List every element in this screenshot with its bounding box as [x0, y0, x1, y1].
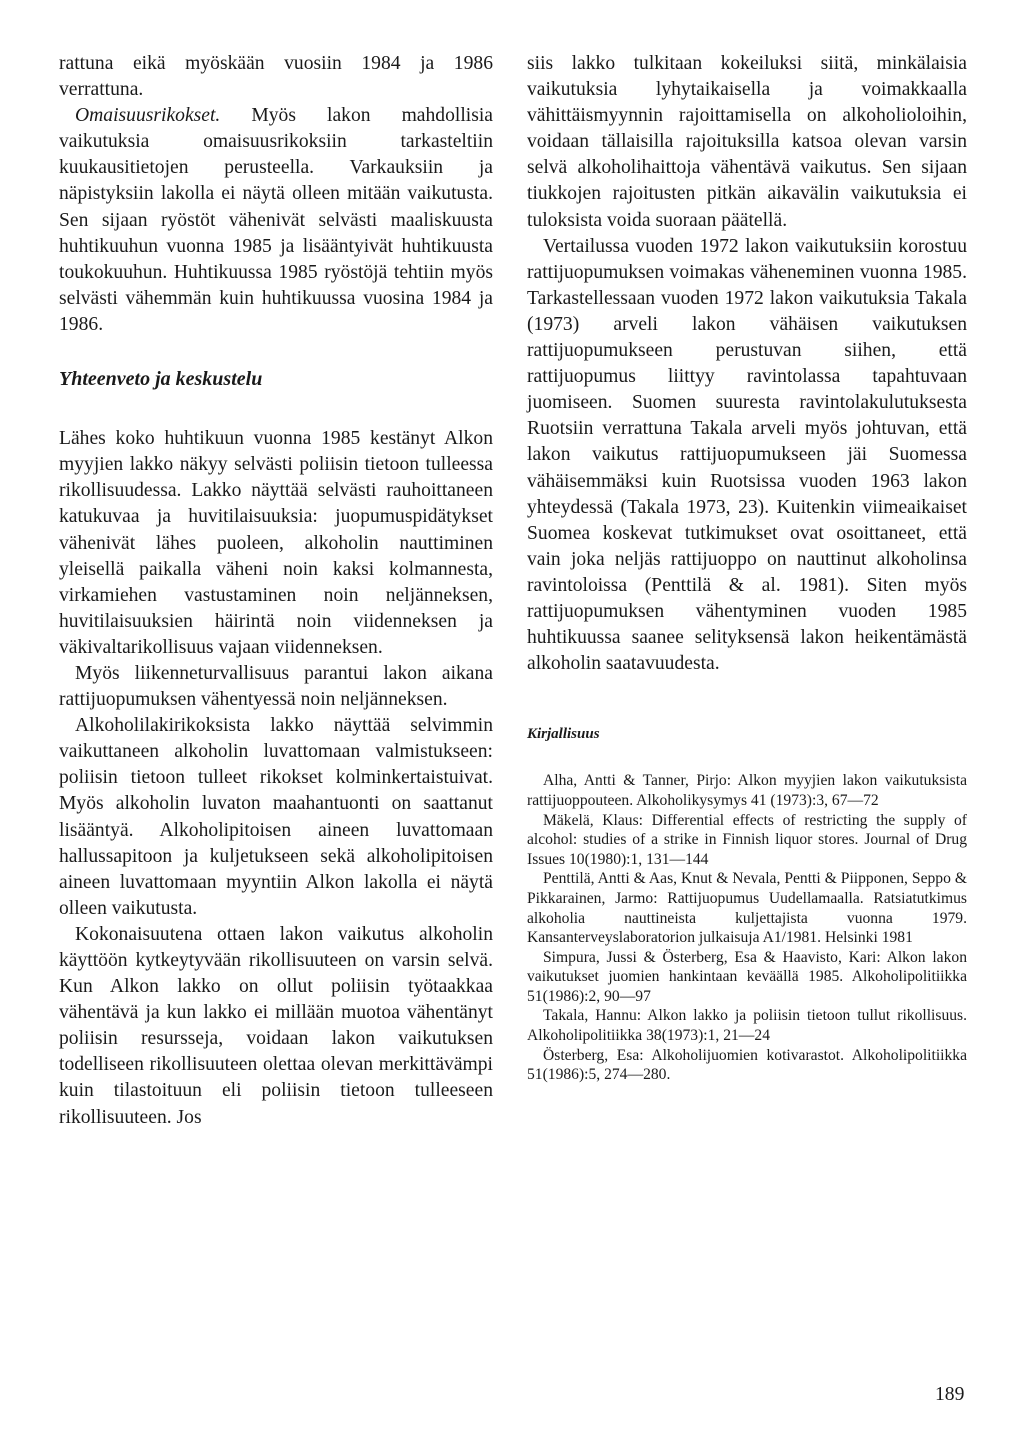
- paragraph-text: Myös lakon mahdollisia vaikutuksia omaisuusrikoksiin tarkasteltiin kuukausitietojen perusteella. Varkauksiin ja näpistyksiin lakolla ei näytä olleen mitään vaikutusta. Sen sijaan ryöstöt vähenivät selvästi maaliskuusta huhtikuuhun vuonna 1985 ja lisääntyivät huhtikuusta toukokuuhun. Huhtikuussa 1985 ryöstöjä tehtiin myös selvästi vähemmän kuin huhtikuussa vuosina 1984 ja 1986.: [59, 105, 493, 335]
- right-column: [527, 51, 967, 1085]
- paragraph: Vertailussa vuoden 1972 lakon vaikutuksiin korostuu rattijuopumuksen voimakas väheneminen vuonna 1985. Tarkastellessaan vuoden 1972 lakon vaikutuksia Takala (1973) arveli lakon vähäisen vaikutuksen rattijuopumukseen perustuvan siihen, että rattijuopumus liittyy ravintolassa tapahtuvaan juomiseen. Suomen suuresta ravintolakulutuksesta Ruotsiin verrattuna Takala arveli myös johtuvan, että lakon vaikutus rattijuopumukseen jäi Suomessa vähäisemmäksi kuin Ruotsissa vuoden 1963 lakon yhteydessä (Takala 1973, 23). Kuitenkin viimeaikaiset Suomea koskevat tutkimukset ovat osoittaneet, että vain joka neljäs rattijuoppo on nauttinut alkoholinsa ravintoloissa (Penttilä & al. 1981). Siten myös rattijuopumuksen vähentyminen vuoden 1985 huhtikuussa saanee selityksensä lakon heikentämästä alkoholin saatavuudesta.: [527, 235, 967, 675]
- reference-item: Simpura, Jussi & Österberg, Esa & Haavisto, Kari: Alkon lakon vaikutukset juomien hankintaan keväällä 1985. Alkoholipolitiikka 51(1986):2, 90—97: [527, 948, 967, 1005]
- reference-item: Takala, Hannu: Alkon lakko ja poliisin tietoon tullut rikollisuus. Alkoholipolitiikka 38(1973):1, 21—24: [527, 1007, 967, 1045]
- reference-item: Österberg, Esa: Alkoholijuomien kotivarastot. Alkoholipolitiikka 51(1986):5, 274—280.: [527, 1046, 967, 1084]
- paragraph: [59, 103, 493, 338]
- reference-item: Penttilä, Antti & Aas, Knut & Nevala, Pentti & Piipponen, Seppo & Pikkarainen, Jarmo: Rattijuopumus Uudellamaalla. Ratsiatutkimus alkoholia nauttineista kuljettajista vuonna 1979. Kansanterveyslaboratorion julkaisuja A1/1981. Helsinki 1981: [527, 870, 967, 947]
- paragraph: Myös liikenneturvallisuus parantui lakon aikana rattijuopumuksen vähentyessä noin neljänneksen.: [59, 662, 493, 711]
- paragraph: Kokonaisuutena ottaen lakon vaikutus alkoholin käyttöön kytkeytyvään rikollisuuteen on varsin selvä. Kun Alkon lakko on ollut poliisin työtaakkaa vähentävä ja kun lakko ei millään muotoa vähentänyt poliisin resursseja, voidaan lakon vaikutuksen todelliseen rikollisuuteen olettaa olevan merkittävämpi kuin tilastoituun eli poliisin tietoon tulleeseen rikollisuuteen. Jos: [59, 923, 493, 1128]
- paragraph: Alkoholilakirikoksista lakko näyttää selvimmin vaikuttaneen alkoholin luvattomaan valmistukseen: poliisin tietoon tulleet rikokset kolminkertaistuivat. Myös alkoholin luvaton maahantuonti on saattanut lisääntyä. Alkoholipitoisen aineen luvattomaan hallussapitoon ja kuljetukseen sekä alkoholipitoisen aineen luvattomaan myyntiin Alkon lakolla ei näytä olleen vaikutusta.: [59, 715, 493, 919]
- reference-item: Mäkelä, Klaus: Differential effects of restricting the supply of alcohol: studies of a strike in Finnish liquor stores. Journal of Drug Issues 10(1980):1, 131—144: [527, 811, 967, 868]
- section-lead-in: Omaisuusrikokset.: [75, 105, 221, 127]
- paragraph: siis lakko tulkitaan kokeiluksi siitä, minkälaisia vaikutuksia lyhytaikaisella ja voimakkaalla vähittäismyynnin rajoittamisella on alkoholioloihin, voidaan tällaisilla rajoituksilla katsoa olevan varsin selvä alkoholihaittoja vähentävä vaikutus. Sen sijaan tiukkojen rajoitusten pitkän aikavälin vaikutuksia ei tuloksista voida suoraan päätellä.: [527, 53, 967, 231]
- page-number: 189: [935, 1384, 965, 1405]
- reference-item: Alha, Antti & Tanner, Pirjo: Alkon myyjien lakon vaikutuksista rattijuoppouteen. Alkoholikysymys 41 (1973):3, 67—72: [527, 772, 967, 809]
- paragraph: Lähes koko huhtikuun vuonna 1985 kestänyt Alkon myyjien lakko näkyy selvästi poliisin tietoon tulleessa rikollisuudessa. Lakko näyttää selvästi rauhoittaneen katukuvaa ja huvitilaisuuksia: juopumuspidätykset vähenivät lähes puoleen, alkoholin nauttiminen yleisellä paikalla väheni noin kaksi kolmannesta, virkamiehen vastustaminen noin neljänneksen, huvitilaisuuksien häirintä noin viidenneksen ja väkivaltarikollisuus vajaan viidenneksen.: [59, 428, 493, 658]
- references-list: [527, 771, 967, 1085]
- paragraph: rattuna eikä myöskään vuosiin 1984 ja 1986 verrattuna.: [59, 53, 493, 101]
- section-heading: Yhteenveto ja keskustelu: [59, 368, 263, 391]
- references-heading: Kirjallisuus: [527, 726, 600, 743]
- left-column: [59, 51, 493, 1131]
